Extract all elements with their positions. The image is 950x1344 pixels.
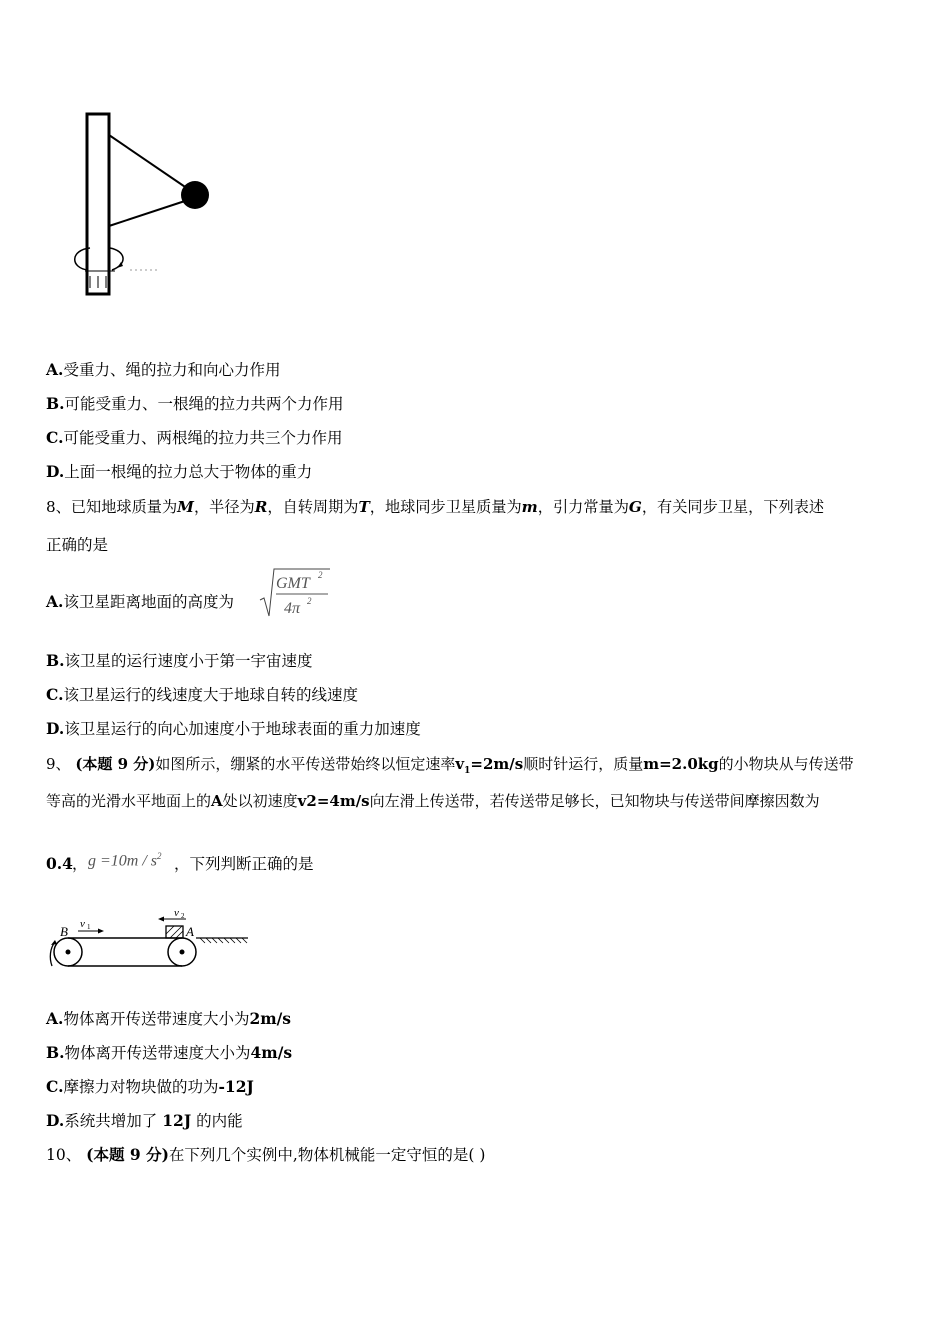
q8-stem: 8、已知地球质量为M，半径为R，自转周期为T，地球同步卫星质量为m，引力常量为G，有关同步卫星，下列表述: [46, 498, 825, 516]
q9-option-a: A.物体离开传送带速度大小为2m/s: [46, 1009, 292, 1028]
formula-denominator-sup: 2: [307, 596, 312, 606]
q9-option-c: C.摩擦力对物块做的功为-12J: [46, 1077, 254, 1096]
formula-denominator: 4π: [284, 600, 301, 617]
q8-option-b: B.该卫星的运行速度小于第一宇宙速度: [46, 651, 313, 670]
label-v1-sub: 1: [87, 923, 91, 931]
label-b: B: [60, 924, 68, 939]
g-formula: $g =10m / s^2$: [88, 851, 162, 870]
q9-option-b: B.物体离开传送带速度大小为4m/s: [46, 1043, 293, 1062]
vertical-rod: [87, 114, 109, 294]
q10-stem: 10、 (本题 9 分)在下列几个实例中,物体机械能一定守恒的是( ): [46, 1145, 486, 1164]
q7-option-b: B.可能受重力、一根绳的拉力共两个力作用: [46, 394, 344, 413]
formula-numerator: GMT: [276, 575, 310, 592]
q8-option-c: C.该卫星运行的线速度大于地球自转的线速度: [46, 685, 358, 704]
conveyor-belt-figure: [44, 900, 254, 972]
lower-string: [109, 198, 194, 226]
rod-ball-figure: [70, 108, 230, 308]
label-a: A: [186, 924, 194, 939]
upper-string: [109, 135, 194, 193]
q9-stem-line2: 等高的光滑水平地面上的A处以初速度v2=4m/s向左滑上传送带，若传送带足够长，已知物块与传送带间摩擦因数为: [46, 792, 820, 810]
label-v2: v: [174, 907, 179, 919]
q9-stem: 9、 (本题 9 分)如图所示，绷紧的水平传送带始终以恒定速率$v_1=2m/s$顺时针运行，质量m=2.0kg的小物块从与传送带: [46, 755, 854, 776]
formula-numerator-sup: 2: [318, 570, 323, 580]
q8-stem-line2: 正确的是: [46, 536, 109, 554]
q8-option-a: A.该卫星距离地面的高度为: [46, 592, 234, 611]
ball: [181, 181, 209, 209]
q9-option-d: D.系统共增加了 12J 的内能: [46, 1111, 243, 1130]
height-formula: [258, 566, 338, 622]
q7-option-c: C.可能受重力、两根绳的拉力共三个力作用: [46, 428, 343, 447]
q8-option-d: D.该卫星运行的向心加速度小于地球表面的重力加速度: [46, 719, 421, 738]
q7-option-a: A.受重力、绳的拉力和向心力作用: [46, 360, 281, 379]
label-v2-sub: 2: [181, 912, 185, 920]
q7-option-d: D.上面一根绳的拉力总大于物体的重力: [46, 462, 313, 481]
label-v1: v: [80, 918, 85, 930]
